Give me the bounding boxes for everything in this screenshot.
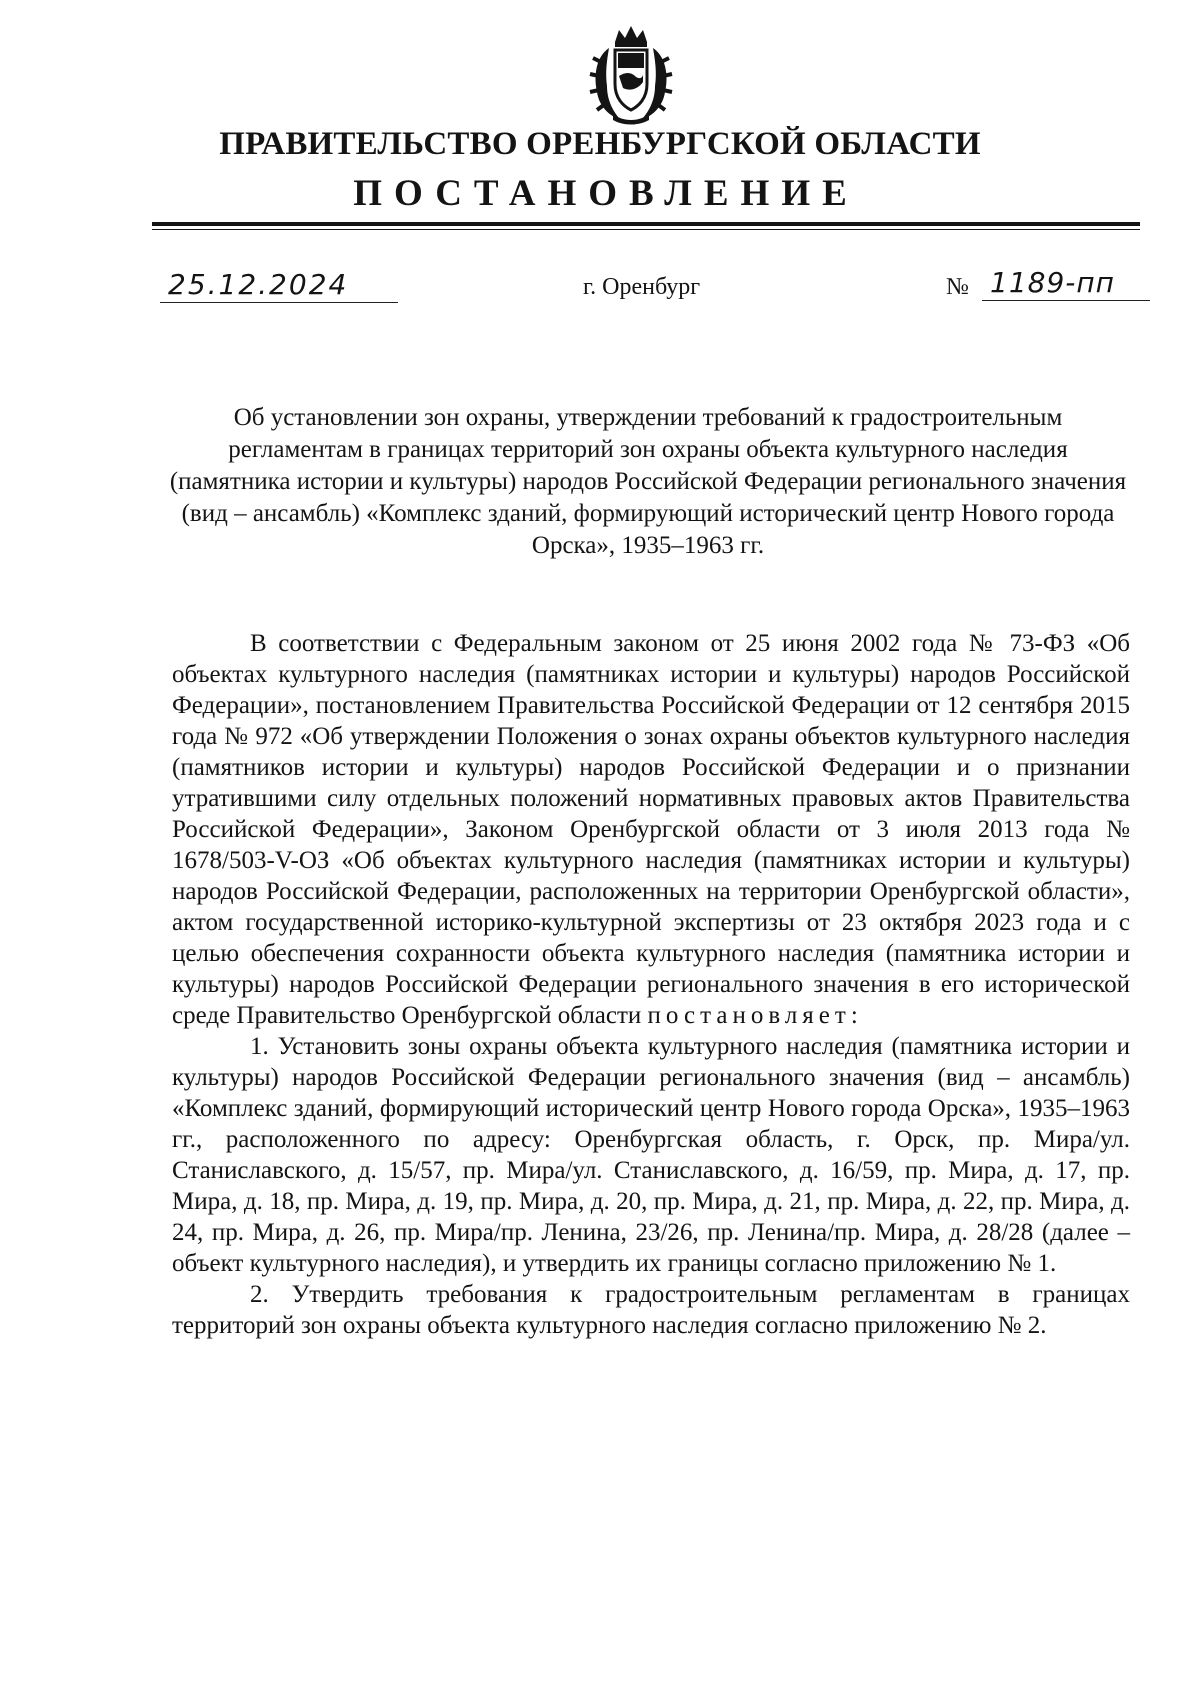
- oblast-coat-of-arms-icon: [579, 22, 683, 126]
- item-1-paragraph: 1. Установить зоны охраны объекта культурного наследия (памятника истории и культуры) народов Российской Федерации регионального значения (вид – ансамбль) «Комплекс зданий, формирующий исторический центр Нового города Орска», 1935–1963 гг., расположенного по адресу: Оренбургская область, г. Орск, пр. Мира/ул. Станиславского, д. 15/57, пр. Мира/ул. Станиславского, д. 16/59, пр. Мира, д. 17, пр. Мира, д. 18, пр. Мира, д. 19, пр. Мира, д. 20, пр. Мира, д. 21, пр. Мира, д. 22, пр. Мира, д. 24, пр. Мира, д. 26, пр. Мира/пр. Ленина, 23/26, пр. Ленина/пр. Мира, д. 28/28 (далее – объект культурного наследия), и утвердить их границы согласно приложению № 1.: [172, 1033, 1130, 1277]
- item-2-paragraph: 2. Утвердить требования к градостроительным регламентам в границах территорий зон охраны объекта культурного наследия согласно приложению № 2.: [172, 1281, 1130, 1339]
- document-city: г. Оренбург: [583, 274, 701, 300]
- decree-word: постановляет:: [647, 1002, 863, 1029]
- government-name: ПРАВИТЕЛЬСТВО ОРЕНБУРГСКОЙ ОБЛАСТИ: [219, 126, 981, 162]
- document-title: Об установлении зон охраны, утверждении требований к градостроительным регламентам в границах территорий зон охраны объекта культурного наследия (памятника истории и культуры) народов Российской Федерации регионального значения (вид – ансамбль) «Комплекс зданий, формирующий исторический центр Нового города Орска», 1935–1963 гг.: [169, 404, 1127, 559]
- preamble-text: В соответствии с Федеральным законом от 25 июня 2002 года № 73-ФЗ «Об объектах культурного наследия (памятниках истории и культуры) народов Российской Федерации», постановлением Правительства Российской Федерации от 12 сентября 2015 года № 972 «Об утверждении Положения о зонах охраны объектов культурного наследия (памятников истории и культуры) народов Российской Федерации и о признании утратившими силу отдельных положений нормативных правовых актов Правительства Российской Федерации», Законом Оренбургской области от 3 июля 2013 года № 1678/503-V-ОЗ «Об объектах культурного наследия (памятниках истории и культуры) народов Российской Федерации, расположенных на территории Оренбургской области», актом государственной историко-культурной экспертизы от 23 октября 2023 года и с целью обеспечения сохранности объекта культурного наследия (памятника истории и культуры) народов Российской Федерации регионального значения в его исторической среде Правительство Оренбургской области: [172, 630, 1130, 1029]
- header-divider-thick: [152, 222, 1140, 226]
- document-date: 25.12.2024: [160, 268, 398, 303]
- document-body: [172, 628, 1130, 1341]
- document-number: 1189-пп: [982, 266, 1150, 301]
- document-type: ПОСТАНОВЛЕНИЕ: [353, 173, 859, 214]
- preamble-paragraph: [172, 628, 1130, 1031]
- number-sign: №: [946, 274, 969, 300]
- header-divider-thin: [152, 229, 1140, 230]
